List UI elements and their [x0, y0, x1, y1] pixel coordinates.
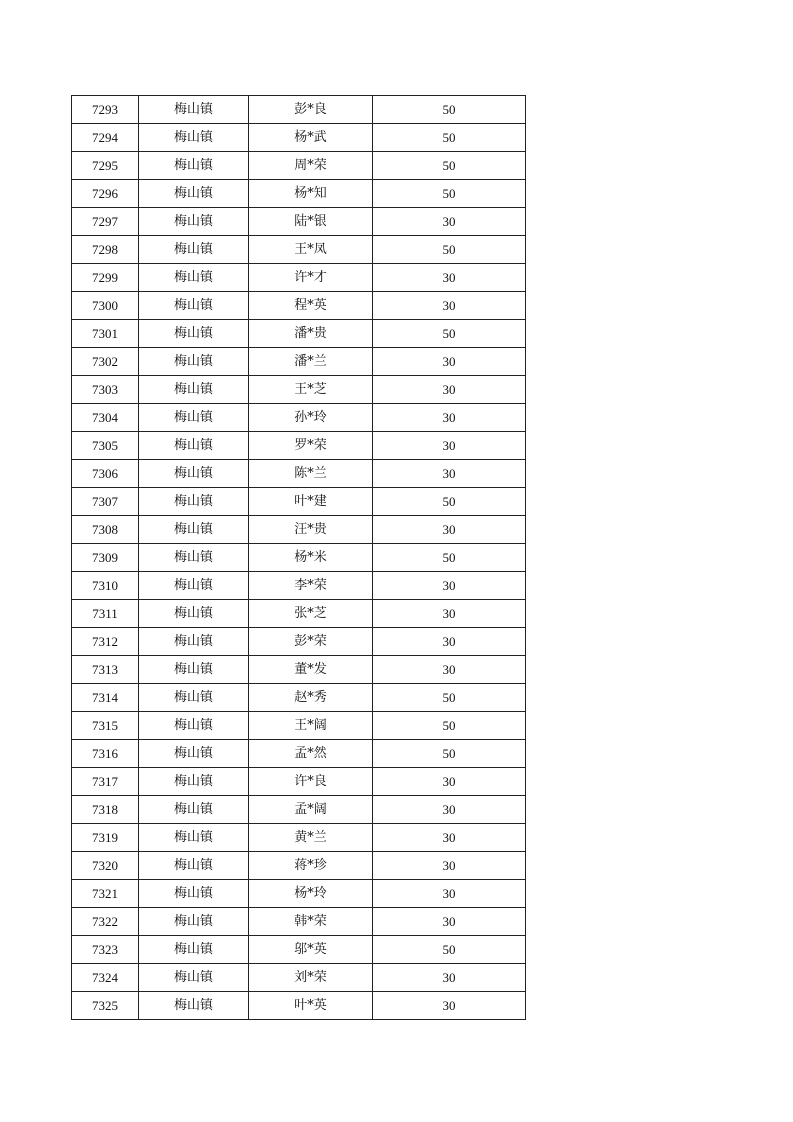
cell-number: 7319 [72, 824, 139, 852]
cell-town: 梅山镇 [139, 600, 249, 628]
cell-town: 梅山镇 [139, 376, 249, 404]
table-row [72, 656, 526, 684]
cell-number: 7309 [72, 544, 139, 572]
table-row [72, 628, 526, 656]
cell-name: 杨*武 [249, 124, 373, 152]
cell-town: 梅山镇 [139, 684, 249, 712]
cell-name: 罗*荣 [249, 432, 373, 460]
cell-name: 叶*建 [249, 488, 373, 516]
cell-name: 杨*玲 [249, 880, 373, 908]
cell-amount: 50 [373, 96, 526, 124]
cell-number: 7306 [72, 460, 139, 488]
cell-town: 梅山镇 [139, 992, 249, 1020]
cell-number: 7323 [72, 936, 139, 964]
cell-name: 杨*知 [249, 180, 373, 208]
cell-town: 梅山镇 [139, 96, 249, 124]
table-row [72, 684, 526, 712]
cell-town: 梅山镇 [139, 964, 249, 992]
cell-amount: 30 [373, 824, 526, 852]
table-row [72, 992, 526, 1020]
cell-town: 梅山镇 [139, 880, 249, 908]
cell-amount: 30 [373, 460, 526, 488]
table-row [72, 460, 526, 488]
table-row [72, 432, 526, 460]
cell-town: 梅山镇 [139, 124, 249, 152]
cell-name: 王*凤 [249, 236, 373, 264]
cell-name: 程*英 [249, 292, 373, 320]
cell-number: 7300 [72, 292, 139, 320]
cell-number: 7311 [72, 600, 139, 628]
cell-name: 董*发 [249, 656, 373, 684]
table-row [72, 572, 526, 600]
cell-town: 梅山镇 [139, 488, 249, 516]
data-table [71, 95, 526, 1020]
table-row [72, 208, 526, 236]
cell-town: 梅山镇 [139, 824, 249, 852]
cell-number: 7310 [72, 572, 139, 600]
table-row [72, 740, 526, 768]
table-row [72, 488, 526, 516]
cell-amount: 30 [373, 992, 526, 1020]
cell-town: 梅山镇 [139, 852, 249, 880]
cell-name: 孟*然 [249, 740, 373, 768]
cell-town: 梅山镇 [139, 656, 249, 684]
cell-amount: 30 [373, 404, 526, 432]
cell-number: 7318 [72, 796, 139, 824]
cell-amount: 50 [373, 936, 526, 964]
cell-name: 王*阔 [249, 712, 373, 740]
cell-number: 7294 [72, 124, 139, 152]
cell-name: 孟*阔 [249, 796, 373, 824]
cell-name: 汪*贵 [249, 516, 373, 544]
cell-town: 梅山镇 [139, 936, 249, 964]
cell-amount: 30 [373, 432, 526, 460]
cell-number: 7302 [72, 348, 139, 376]
cell-number: 7304 [72, 404, 139, 432]
table-row [72, 320, 526, 348]
cell-town: 梅山镇 [139, 544, 249, 572]
cell-number: 7299 [72, 264, 139, 292]
cell-amount: 30 [373, 376, 526, 404]
cell-name: 韩*荣 [249, 908, 373, 936]
table-row [72, 152, 526, 180]
table-row [72, 768, 526, 796]
cell-number: 7301 [72, 320, 139, 348]
cell-number: 7296 [72, 180, 139, 208]
cell-name: 许*才 [249, 264, 373, 292]
cell-name: 彭*荣 [249, 628, 373, 656]
cell-town: 梅山镇 [139, 404, 249, 432]
table-row [72, 404, 526, 432]
table-row [72, 516, 526, 544]
cell-town: 梅山镇 [139, 740, 249, 768]
cell-amount: 30 [373, 964, 526, 992]
cell-name: 周*荣 [249, 152, 373, 180]
cell-amount: 50 [373, 152, 526, 180]
cell-amount: 30 [373, 768, 526, 796]
cell-amount: 30 [373, 348, 526, 376]
cell-name: 许*良 [249, 768, 373, 796]
cell-amount: 50 [373, 488, 526, 516]
table-row [72, 124, 526, 152]
cell-name: 潘*贵 [249, 320, 373, 348]
table-row [72, 96, 526, 124]
cell-number: 7325 [72, 992, 139, 1020]
cell-name: 刘*荣 [249, 964, 373, 992]
cell-town: 梅山镇 [139, 516, 249, 544]
cell-amount: 30 [373, 656, 526, 684]
cell-number: 7293 [72, 96, 139, 124]
table-row [72, 600, 526, 628]
cell-town: 梅山镇 [139, 796, 249, 824]
table-row [72, 292, 526, 320]
cell-name: 赵*秀 [249, 684, 373, 712]
cell-town: 梅山镇 [139, 236, 249, 264]
table-row [72, 880, 526, 908]
cell-amount: 30 [373, 208, 526, 236]
cell-number: 7313 [72, 656, 139, 684]
cell-amount: 50 [373, 320, 526, 348]
cell-name: 张*芝 [249, 600, 373, 628]
cell-amount: 30 [373, 264, 526, 292]
cell-number: 7317 [72, 768, 139, 796]
cell-town: 梅山镇 [139, 460, 249, 488]
cell-town: 梅山镇 [139, 908, 249, 936]
cell-name: 李*荣 [249, 572, 373, 600]
cell-town: 梅山镇 [139, 572, 249, 600]
cell-number: 7308 [72, 516, 139, 544]
cell-name: 陆*银 [249, 208, 373, 236]
table-row [72, 180, 526, 208]
table-row [72, 544, 526, 572]
cell-number: 7322 [72, 908, 139, 936]
cell-town: 梅山镇 [139, 768, 249, 796]
cell-amount: 30 [373, 600, 526, 628]
cell-number: 7314 [72, 684, 139, 712]
cell-town: 梅山镇 [139, 292, 249, 320]
cell-number: 7305 [72, 432, 139, 460]
cell-number: 7303 [72, 376, 139, 404]
cell-amount: 50 [373, 712, 526, 740]
cell-amount: 30 [373, 516, 526, 544]
cell-name: 蒋*珍 [249, 852, 373, 880]
cell-number: 7321 [72, 880, 139, 908]
cell-amount: 30 [373, 796, 526, 824]
cell-name: 黄*兰 [249, 824, 373, 852]
table-row [72, 712, 526, 740]
table-body [72, 96, 526, 1020]
cell-number: 7315 [72, 712, 139, 740]
table-row [72, 908, 526, 936]
cell-amount: 30 [373, 852, 526, 880]
cell-amount: 30 [373, 908, 526, 936]
cell-amount: 50 [373, 544, 526, 572]
cell-name: 邬*英 [249, 936, 373, 964]
cell-town: 梅山镇 [139, 320, 249, 348]
cell-number: 7316 [72, 740, 139, 768]
cell-town: 梅山镇 [139, 264, 249, 292]
cell-amount: 30 [373, 628, 526, 656]
cell-name: 叶*英 [249, 992, 373, 1020]
cell-name: 杨*米 [249, 544, 373, 572]
table-row [72, 348, 526, 376]
cell-amount: 30 [373, 880, 526, 908]
cell-name: 潘*兰 [249, 348, 373, 376]
cell-town: 梅山镇 [139, 180, 249, 208]
cell-amount: 50 [373, 180, 526, 208]
cell-amount: 50 [373, 236, 526, 264]
cell-town: 梅山镇 [139, 432, 249, 460]
cell-name: 彭*良 [249, 96, 373, 124]
table-row [72, 236, 526, 264]
table-row [72, 936, 526, 964]
cell-town: 梅山镇 [139, 208, 249, 236]
cell-town: 梅山镇 [139, 628, 249, 656]
cell-name: 陈*兰 [249, 460, 373, 488]
cell-amount: 50 [373, 684, 526, 712]
cell-town: 梅山镇 [139, 348, 249, 376]
cell-amount: 30 [373, 292, 526, 320]
table-row [72, 796, 526, 824]
cell-amount: 30 [373, 572, 526, 600]
cell-name: 孙*玲 [249, 404, 373, 432]
cell-number: 7312 [72, 628, 139, 656]
cell-number: 7324 [72, 964, 139, 992]
cell-amount: 50 [373, 124, 526, 152]
cell-town: 梅山镇 [139, 712, 249, 740]
cell-number: 7307 [72, 488, 139, 516]
cell-number: 7298 [72, 236, 139, 264]
cell-amount: 50 [373, 740, 526, 768]
table-row [72, 852, 526, 880]
table-row [72, 264, 526, 292]
table-row [72, 376, 526, 404]
cell-name: 王*芝 [249, 376, 373, 404]
cell-town: 梅山镇 [139, 152, 249, 180]
cell-number: 7297 [72, 208, 139, 236]
table-row [72, 824, 526, 852]
cell-number: 7320 [72, 852, 139, 880]
table-row [72, 964, 526, 992]
cell-number: 7295 [72, 152, 139, 180]
